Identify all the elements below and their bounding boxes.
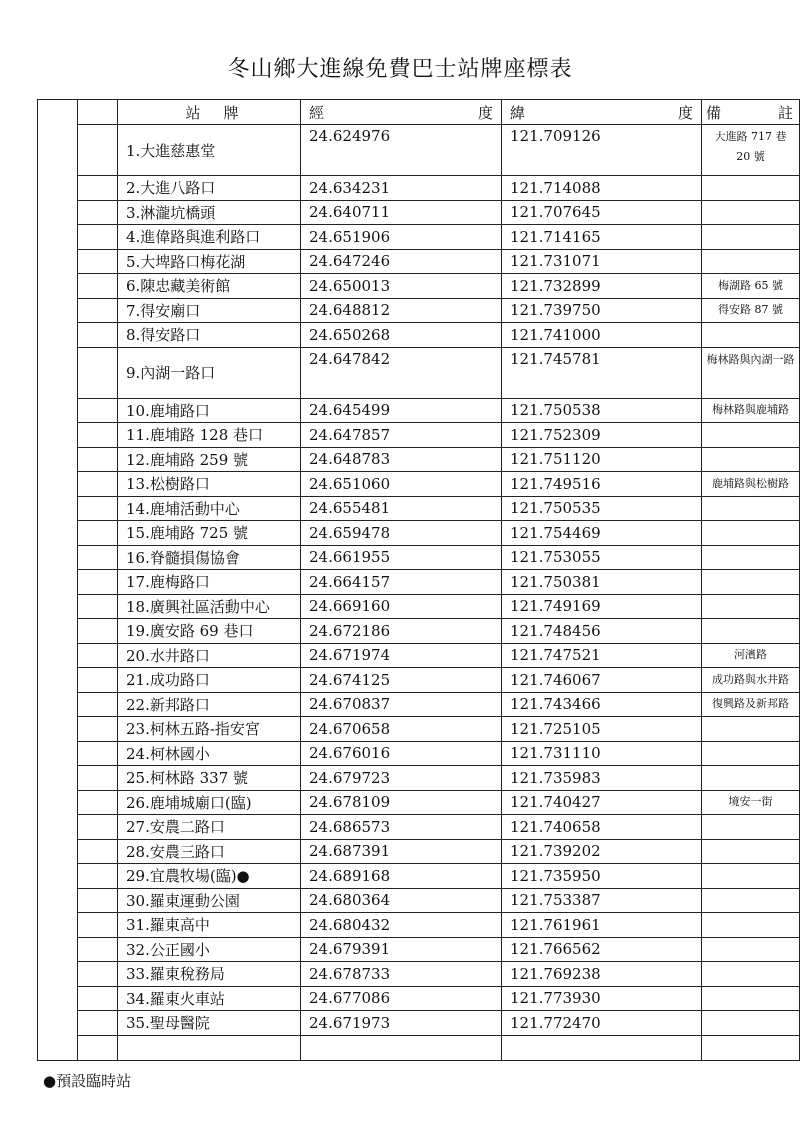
latitude-cell: 24.680364: [301, 888, 502, 913]
latitude-cell: 24.670658: [301, 717, 502, 742]
longitude-cell: 121.747521: [502, 643, 702, 668]
latitude-cell: 24.650268: [301, 323, 502, 348]
note-cell: [702, 839, 800, 864]
table-row: [38, 176, 800, 201]
longitude-cell: 121.725105: [502, 717, 702, 742]
latitude-cell: 24.676016: [301, 741, 502, 766]
latitude-cell: 24.679723: [301, 766, 502, 791]
stop-name-cell: 5.大埤路口梅花湖: [118, 249, 301, 274]
latitude-cell: 24.647246: [301, 249, 502, 274]
stop-name-cell: 1.大進慈惠堂: [118, 125, 301, 176]
latitude-cell: 24.655481: [301, 496, 502, 521]
row-index-cell: [78, 619, 118, 644]
note-cell: 梅林路與內湖一路: [702, 347, 800, 398]
stop-name-cell: 27.安農二路口: [118, 815, 301, 840]
row-index-cell: [78, 176, 118, 201]
stop-name-cell: 26.鹿埔城廟口(臨): [118, 790, 301, 815]
header-longitude: 緯 度: [502, 100, 702, 125]
stop-name-cell: 17.鹿梅路口: [118, 570, 301, 595]
stop-name-cell: 7.得安廟口: [118, 298, 301, 323]
note-cell: 得安路 87 號: [702, 298, 800, 323]
stop-name-cell: 23.柯林五路-指安宮: [118, 717, 301, 742]
stop-name-cell: 32.公正國小: [118, 937, 301, 962]
row-index-cell: [78, 496, 118, 521]
note-cell: [702, 619, 800, 644]
longitude-cell: 121.714088: [502, 176, 702, 201]
note-cell: 河濱路: [702, 643, 800, 668]
table-row: [38, 986, 800, 1011]
note-cell: [702, 496, 800, 521]
note-cell: [702, 545, 800, 570]
note-cell: [702, 741, 800, 766]
longitude-cell: 121.748456: [502, 619, 702, 644]
latitude-cell: 24.672186: [301, 619, 502, 644]
row-index-cell: [78, 643, 118, 668]
longitude-cell: 121.709126: [502, 125, 702, 176]
row-index-cell: [78, 423, 118, 448]
table-row: [38, 249, 800, 274]
longitude-cell: 121.753055: [502, 545, 702, 570]
table-row: [38, 643, 800, 668]
stop-name-cell: 18.廣興社區活動中心: [118, 594, 301, 619]
longitude-cell: 121.714165: [502, 225, 702, 250]
row-index-cell: [78, 741, 118, 766]
table-row: [38, 864, 800, 889]
stop-name-cell: 4.進偉路與進利路口: [118, 225, 301, 250]
stop-name-cell: 33.羅東稅務局: [118, 962, 301, 987]
note-cell: 大進路 717 巷 20 號: [702, 125, 800, 176]
latitude-cell: 24.679391: [301, 937, 502, 962]
latitude-cell: 24.686573: [301, 815, 502, 840]
latitude-cell: 24.678733: [301, 962, 502, 987]
table-row: [38, 741, 800, 766]
stop-name-cell: 28.安農三路口: [118, 839, 301, 864]
latitude-cell: 24.624976: [301, 125, 502, 176]
row-index-cell: [78, 472, 118, 497]
stop-name-cell: 19.廣安路 69 巷口: [118, 619, 301, 644]
table-row: [38, 937, 800, 962]
header-note: 備 註: [702, 100, 800, 125]
latitude-cell: 24.659478: [301, 521, 502, 546]
longitude-cell: 121.740427: [502, 790, 702, 815]
stop-name-cell: 31.羅東高中: [118, 913, 301, 938]
stop-name-cell: 34.羅東火車站: [118, 986, 301, 1011]
longitude-cell: 121.750535: [502, 496, 702, 521]
longitude-cell: 121.735950: [502, 864, 702, 889]
stop-name-cell: 35.聖母醫院: [118, 1011, 301, 1036]
row-index-cell: [78, 937, 118, 962]
latitude-cell: 24.677086: [301, 986, 502, 1011]
longitude-cell: 121.769238: [502, 962, 702, 987]
table-row: [38, 200, 800, 225]
longitude-cell: 121.731110: [502, 741, 702, 766]
stop-name-cell: 14.鹿埔活動中心: [118, 496, 301, 521]
longitude-cell: 121.745781: [502, 347, 702, 398]
stop-name-cell: 16.脊髓損傷協會: [118, 545, 301, 570]
note-cell: [702, 937, 800, 962]
longitude-cell: 121.739750: [502, 298, 702, 323]
row-index-cell: [78, 125, 118, 176]
latitude-cell: 24.674125: [301, 668, 502, 693]
stop-name-cell: 9.內湖一路口: [118, 347, 301, 398]
left-margin-column: [38, 100, 78, 1061]
latitude-cell: 24.648812: [301, 298, 502, 323]
empty-cell: [502, 1035, 702, 1060]
table-row: [38, 447, 800, 472]
header-stop-name: 站 牌: [118, 100, 301, 125]
index-column-header: [78, 100, 118, 125]
stop-name-cell: 29.宜農牧場(臨)●: [118, 864, 301, 889]
row-index-cell: [78, 864, 118, 889]
table-row: [38, 225, 800, 250]
row-index-cell: [78, 692, 118, 717]
row-index-cell: [78, 447, 118, 472]
note-cell: 成功路與水井路: [702, 668, 800, 693]
row-index-cell: [78, 274, 118, 299]
note-cell: [702, 225, 800, 250]
table-row: [38, 347, 800, 398]
row-index-cell: [78, 962, 118, 987]
latitude-cell: 24.640711: [301, 200, 502, 225]
note-cell: [702, 864, 800, 889]
latitude-cell: 24.647842: [301, 347, 502, 398]
note-cell: 梅湖路 65 號: [702, 274, 800, 299]
note-cell: [702, 766, 800, 791]
longitude-cell: 121.750538: [502, 398, 702, 423]
table-row: [38, 423, 800, 448]
note-cell: [702, 986, 800, 1011]
table-row: [38, 570, 800, 595]
latitude-cell: 24.651060: [301, 472, 502, 497]
longitude-cell: 121.752309: [502, 423, 702, 448]
table-row: [38, 125, 800, 176]
stop-name-cell: 15.鹿埔路 725 號: [118, 521, 301, 546]
row-index-cell: [78, 570, 118, 595]
latitude-cell: 24.645499: [301, 398, 502, 423]
footnote-temporary-stop: ●預設臨時站: [43, 1072, 132, 1090]
latitude-cell: 24.650013: [301, 274, 502, 299]
note-cell: [702, 1011, 800, 1036]
latitude-cell: 24.670837: [301, 692, 502, 717]
bus-stop-coordinate-table: [37, 99, 800, 1061]
note-cell: 鹿埔路與松樹路: [702, 472, 800, 497]
row-index-cell: [78, 766, 118, 791]
longitude-cell: 121.732899: [502, 274, 702, 299]
empty-cell: [702, 1035, 800, 1060]
latitude-cell: 24.634231: [301, 176, 502, 201]
longitude-cell: 121.753387: [502, 888, 702, 913]
note-cell: [702, 423, 800, 448]
header-latitude: 經 度: [301, 100, 502, 125]
row-index-cell: [78, 225, 118, 250]
row-index-cell: [78, 839, 118, 864]
stop-name-cell: 22.新邦路口: [118, 692, 301, 717]
longitude-cell: 121.772470: [502, 1011, 702, 1036]
note-cell: [702, 200, 800, 225]
note-cell: [702, 717, 800, 742]
table-row: [38, 962, 800, 987]
latitude-cell: 24.651906: [301, 225, 502, 250]
row-index-cell: [78, 545, 118, 570]
table-row: [38, 913, 800, 938]
stop-name-cell: 12.鹿埔路 259 號: [118, 447, 301, 472]
longitude-cell: 121.761961: [502, 913, 702, 938]
longitude-cell: 121.749169: [502, 594, 702, 619]
table-row: [38, 496, 800, 521]
empty-cell: [301, 1035, 502, 1060]
stop-name-cell: 24.柯林國小: [118, 741, 301, 766]
row-index-cell: [78, 913, 118, 938]
latitude-cell: 24.671973: [301, 1011, 502, 1036]
note-cell: [702, 913, 800, 938]
note-cell: [702, 888, 800, 913]
table-row-empty: [38, 1035, 800, 1060]
row-index-cell: [78, 717, 118, 742]
note-cell: 復興路及新邦路: [702, 692, 800, 717]
longitude-cell: 121.735983: [502, 766, 702, 791]
longitude-cell: 121.766562: [502, 937, 702, 962]
longitude-cell: 121.751120: [502, 447, 702, 472]
longitude-cell: 121.741000: [502, 323, 702, 348]
note-cell: [702, 176, 800, 201]
latitude-cell: 24.689168: [301, 864, 502, 889]
latitude-cell: 24.678109: [301, 790, 502, 815]
longitude-cell: 121.731071: [502, 249, 702, 274]
latitude-cell: 24.671974: [301, 643, 502, 668]
stop-name-cell: 8.得安路口: [118, 323, 301, 348]
note-cell: [702, 249, 800, 274]
note-cell: [702, 570, 800, 595]
note-cell: [702, 323, 800, 348]
table-row: [38, 668, 800, 693]
row-index-cell: [78, 1011, 118, 1036]
row-index-cell: [78, 398, 118, 423]
table-row: [38, 398, 800, 423]
row-index-cell: [78, 815, 118, 840]
stop-name-cell: 21.成功路口: [118, 668, 301, 693]
longitude-cell: 121.740658: [502, 815, 702, 840]
table-row: [38, 1011, 800, 1036]
stop-name-cell: 25.柯林路 337 號: [118, 766, 301, 791]
longitude-cell: 121.739202: [502, 839, 702, 864]
stop-name-cell: 10.鹿埔路口: [118, 398, 301, 423]
stop-name-cell: 11.鹿埔路 128 巷口: [118, 423, 301, 448]
row-index-cell: [78, 200, 118, 225]
table-row: [38, 717, 800, 742]
latitude-cell: 24.661955: [301, 545, 502, 570]
longitude-cell: 121.750381: [502, 570, 702, 595]
stop-name-cell: 30.羅東運動公園: [118, 888, 301, 913]
table-row: [38, 472, 800, 497]
note-cell: [702, 594, 800, 619]
table-row: [38, 692, 800, 717]
row-index-cell: [78, 298, 118, 323]
longitude-cell: 121.754469: [502, 521, 702, 546]
longitude-cell: 121.707645: [502, 200, 702, 225]
stop-name-cell: 3.淋瀧坑橋頭: [118, 200, 301, 225]
table-row: [38, 594, 800, 619]
longitude-cell: 121.743466: [502, 692, 702, 717]
table-row: [38, 790, 800, 815]
longitude-cell: 121.746067: [502, 668, 702, 693]
empty-cell: [118, 1035, 301, 1060]
row-index-cell: [78, 249, 118, 274]
longitude-cell: 121.749516: [502, 472, 702, 497]
row-index-cell: [78, 594, 118, 619]
table-row: [38, 274, 800, 299]
stop-name-cell: 13.松樹路口: [118, 472, 301, 497]
table-row: [38, 545, 800, 570]
table-row: [38, 521, 800, 546]
table-header-row: [38, 100, 800, 125]
row-index-cell: [78, 888, 118, 913]
table-row: [38, 839, 800, 864]
latitude-cell: 24.680432: [301, 913, 502, 938]
table-row: [38, 323, 800, 348]
note-cell: [702, 962, 800, 987]
note-cell: 梅林路與鹿埔路: [702, 398, 800, 423]
row-index-cell: [78, 521, 118, 546]
note-cell: 境安一街: [702, 790, 800, 815]
latitude-cell: 24.664157: [301, 570, 502, 595]
row-index-cell: [78, 668, 118, 693]
stop-name-cell: 6.陳忠藏美術館: [118, 274, 301, 299]
note-cell: [702, 815, 800, 840]
row-index-cell: [78, 986, 118, 1011]
note-cell: [702, 521, 800, 546]
row-index-cell: [78, 347, 118, 398]
table-row: [38, 815, 800, 840]
latitude-cell: 24.647857: [301, 423, 502, 448]
table-row: [38, 619, 800, 644]
page-title: 冬山鄉大進線免費巴士站牌座標表: [227, 57, 573, 82]
empty-cell: [78, 1035, 118, 1060]
stop-name-cell: 20.水井路口: [118, 643, 301, 668]
table-row: [38, 888, 800, 913]
table-row: [38, 766, 800, 791]
stop-name-cell: 2.大進八路口: [118, 176, 301, 201]
row-index-cell: [78, 323, 118, 348]
longitude-cell: 121.773930: [502, 986, 702, 1011]
latitude-cell: 24.669160: [301, 594, 502, 619]
table-row: [38, 298, 800, 323]
latitude-cell: 24.648783: [301, 447, 502, 472]
latitude-cell: 24.687391: [301, 839, 502, 864]
note-cell: [702, 447, 800, 472]
row-index-cell: [78, 790, 118, 815]
